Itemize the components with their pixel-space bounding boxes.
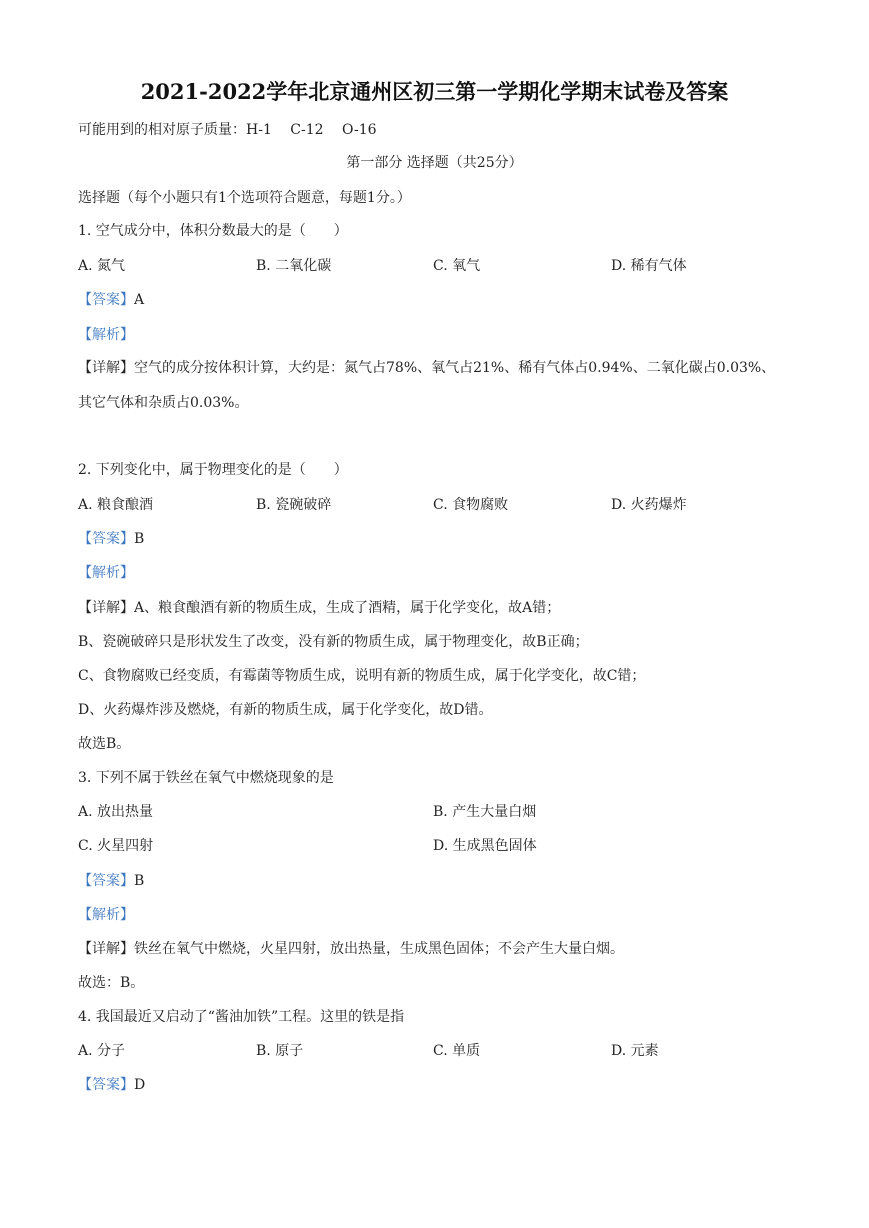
detail-label: 【详解】 bbox=[78, 600, 134, 616]
q3-conclusion: 故选：B。 bbox=[78, 975, 145, 991]
answer-label: 【答案】 bbox=[78, 531, 134, 547]
detail-label: 【详解】 bbox=[78, 360, 134, 376]
atomic-mass-note: 可能用到的相对原子质量：H-1 C-12 O-16 bbox=[78, 122, 377, 138]
q4-option-d: D. 元素 bbox=[611, 1043, 659, 1059]
q1-question: 1. 空气成分中，体积分数最大的是（ ） bbox=[78, 223, 348, 239]
q1-answer bbox=[78, 291, 144, 309]
q2-option-b: B. 瓷碗破碎 bbox=[256, 497, 332, 513]
q1-option-c: C. 氧气 bbox=[433, 258, 481, 274]
q3-question: 3. 下列不属于铁丝在氧气中燃烧现象的是 bbox=[78, 770, 334, 786]
q4-option-a: A. 分子 bbox=[78, 1043, 126, 1059]
detail-label: 【详解】 bbox=[78, 941, 134, 957]
section-header: 第一部分 选择题（共25分） bbox=[346, 155, 523, 171]
answer-label: 【答案】 bbox=[78, 873, 134, 889]
q3-analysis-label: 【解析】 bbox=[78, 907, 134, 923]
q2-detail-line: C、食物腐败已经变质，有霉菌等物质生成，说明有新的物质生成，属于化学变化，故C错； bbox=[78, 668, 646, 684]
detail-text: 铁丝在氧气中燃烧，火星四射，放出热量，生成黑色固体；不会产生大量白烟。 bbox=[134, 941, 624, 957]
q2-option-c: C. 食物腐败 bbox=[433, 497, 509, 513]
answer-label: 【答案】 bbox=[78, 1077, 134, 1093]
q2-conclusion: 故选B。 bbox=[78, 736, 131, 752]
q1-analysis-label: 【解析】 bbox=[78, 327, 134, 343]
q2-answer bbox=[78, 530, 144, 548]
detail-text: 空气的成分按体积计算，大约是：氮气占78%、氧气占21%、稀有气体占0.94%、二氧化碳占0.03%、 bbox=[134, 360, 776, 376]
q2-detail bbox=[78, 599, 560, 617]
q1-detail bbox=[78, 359, 775, 377]
q3-answer bbox=[78, 872, 144, 890]
answer-value: A bbox=[134, 292, 145, 308]
q1-option-a: A. 氮气 bbox=[78, 258, 126, 274]
q2-option-d: D. 火药爆炸 bbox=[611, 497, 687, 513]
q4-option-b: B. 原子 bbox=[256, 1043, 304, 1059]
q2-question: 2. 下列变化中，属于物理变化的是（ ） bbox=[78, 462, 348, 478]
answer-value: D bbox=[134, 1077, 146, 1093]
answer-value: B bbox=[134, 531, 145, 547]
q1-option-d: D. 稀有气体 bbox=[611, 258, 687, 274]
q1-detail-cont: 其它气体和杂质占0.03%。 bbox=[78, 395, 249, 411]
q4-option-c: C. 单质 bbox=[433, 1043, 481, 1059]
q3-option-d: D. 生成黑色固体 bbox=[433, 838, 537, 854]
instructions: 选择题（每个小题只有1个选项符合题意，每题1分。） bbox=[78, 190, 411, 206]
document-title: 2021-2022学年北京通州区初三第一学期化学期末试卷及答案 bbox=[140, 79, 729, 104]
q3-option-a: A. 放出热量 bbox=[78, 804, 154, 820]
detail-text: A、粮食酿酒有新的物质生成，生成了酒精，属于化学变化，故A错； bbox=[134, 600, 561, 616]
q4-answer bbox=[78, 1076, 145, 1094]
q1-option-b: B. 二氧化碳 bbox=[256, 258, 332, 274]
answer-label: 【答案】 bbox=[78, 292, 134, 308]
answer-value: B bbox=[134, 873, 145, 889]
q2-option-a: A. 粮食酿酒 bbox=[78, 497, 154, 513]
q2-analysis-label: 【解析】 bbox=[78, 565, 134, 581]
q3-detail bbox=[78, 940, 624, 958]
q2-detail-line: B、瓷碗破碎只是形状发生了改变，没有新的物质生成，属于物理变化，故B正确； bbox=[78, 634, 589, 650]
q2-detail-line: D、火药爆炸涉及燃烧，有新的物质生成，属于化学变化，故D错。 bbox=[78, 702, 493, 718]
q4-question: 4. 我国最近又启动了“酱油加铁”工程。这里的铁是指 bbox=[78, 1009, 405, 1025]
q3-option-b: B. 产生大量白烟 bbox=[433, 804, 537, 820]
q3-option-c: C. 火星四射 bbox=[78, 838, 154, 854]
